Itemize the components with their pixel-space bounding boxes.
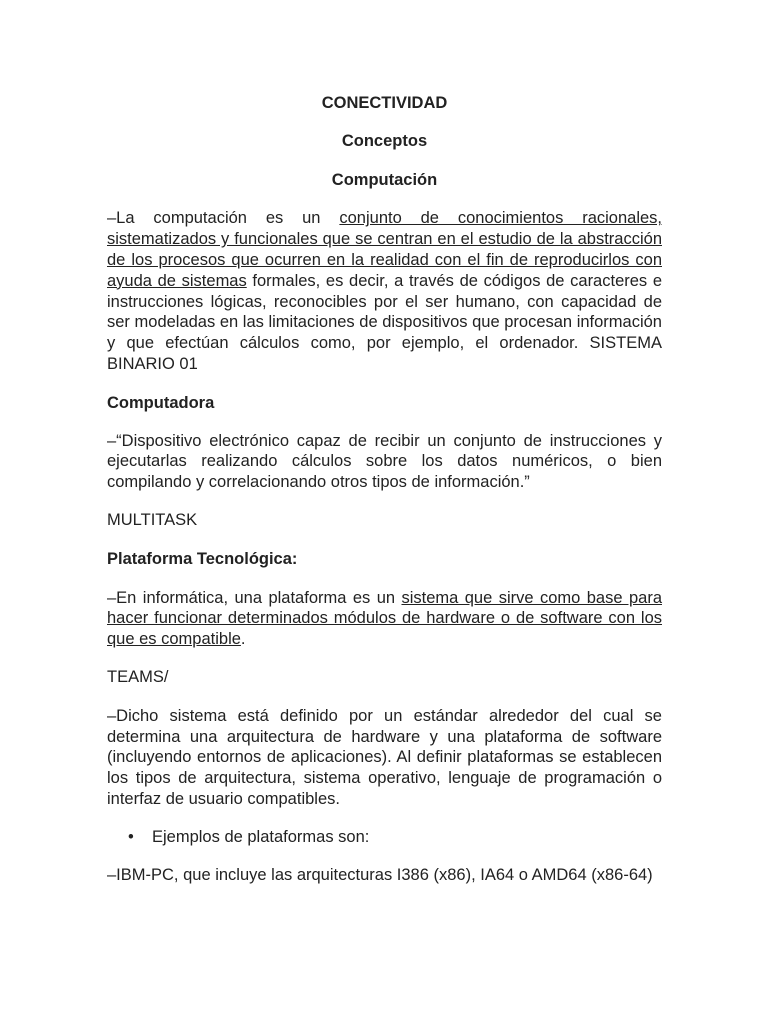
paragraph-computacion xyxy=(107,208,662,374)
underlined-link-plataforma[interactable]: sistema que sirve como base para hacer funcionar determinados módulos de hardware o de software con los que es compatible xyxy=(107,588,662,649)
underlined-link-computacion[interactable]: conjunto de conocimientos racionales, sistematizados y funcionales que se centran en el estudio de la abstracción de los procesos que ocurren en la realidad con el fin de reproducirlos con ayuda de sistemas xyxy=(107,209,662,290)
section-heading-computacion: Computación xyxy=(331,170,438,189)
list-item-ejemplos xyxy=(107,827,662,848)
paragraph-plataforma xyxy=(107,588,662,650)
paragraph-text: formales, es decir, a través de códigos de caracteres e instrucciones lógicas, reconocibles por el ser humano, con capacidad de ser modeladas en las limitaciones de dispositivos que procesan información y que efectúan cálculos como, por ejemplo, el ordenador. SISTEMA BINARIO 01 xyxy=(107,271,663,373)
section-heading-conceptos: Conceptos xyxy=(341,131,428,150)
paragraph-text: –En informática, una plataforma es un xyxy=(107,588,402,607)
document-page xyxy=(107,93,662,885)
paragraph-text: –La computación es un xyxy=(107,209,340,228)
paragraph-multitask: MULTITASK xyxy=(107,510,198,529)
document-title: CONECTIVIDAD xyxy=(321,94,448,112)
paragraph-ibm-pc: –IBM-PC, que incluye las arquitecturas I386 (x86), IA64 o AMD64 (x86-64) xyxy=(107,865,653,884)
section-heading-plataforma: Plataforma Tecnológica: xyxy=(107,549,298,568)
bullet-icon: • xyxy=(128,827,134,846)
paragraph-computadora: –“Dispositivo electrónico capaz de recibir un conjunto de instrucciones y ejecutarlas realizando cálculos sobre los datos numéricos, o bien compilando y correlacionando otros tipos de información.” xyxy=(107,431,662,492)
list-item-label: Ejemplos de plataformas son: xyxy=(152,827,370,846)
paragraph-teams: TEAMS/ xyxy=(107,667,169,686)
paragraph-dicho-sistema: –Dicho sistema está definido por un estándar alrededor del cual se determina una arquitectura de hardware y una plataforma de software (incluyendo entornos de aplicaciones). Al definir plataformas se establecen los tipos de arquitectura, sistema operativo, lenguaje de programación o interfaz de usuario compatibles. xyxy=(107,706,662,808)
section-heading-computadora: Computadora xyxy=(107,393,215,412)
paragraph-text: . xyxy=(240,630,246,649)
